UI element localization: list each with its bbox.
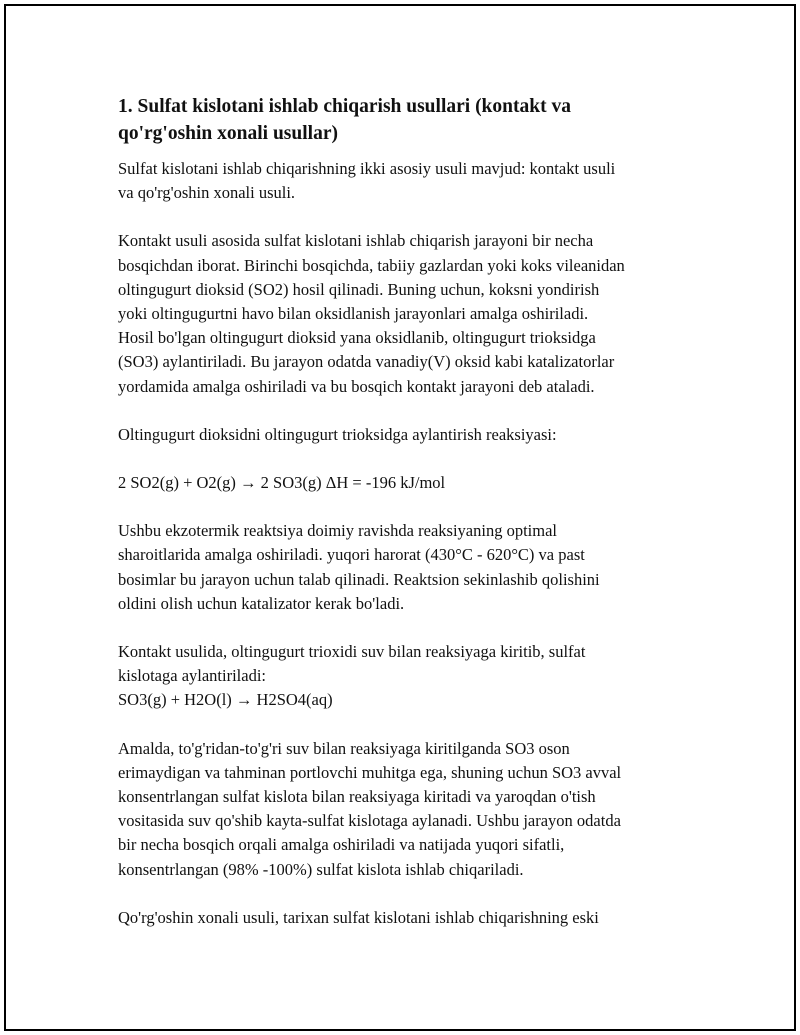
paragraph-lead-chamber: Qo'rg'oshin xonali usuli, tarixan sulfat kislotani ishlab chiqarishning eski — [118, 907, 599, 927]
paragraph-hydration: Kontakt usulida, oltingugurt trioxidi suv bilan reaksiyaga kiritib, sulfat kislotaga aylantiriladi: SO3(g) + H2O(l) → H2SO4(aq) — [118, 642, 586, 710]
paragraph-intro: Sulfat kislotani ishlab chiqarishning ikki asosiy usuli mavjud: kontakt usuli va qo'rg'oshin xonali usuli. — [118, 159, 616, 203]
paragraph-exothermic: Ushbu ekzotermik reaktsiya doimiy ravishda reaksiyaning optimal sharoitlarida amalga oshiriladi. yuqori harorat (430°C - 620°C) va past bosimlar bu jarayon uchun talab qilinadi. Reaktsion sekinlashib qolishini oldini olish uchun katalizator kerak bo'ladi. — [118, 521, 600, 613]
paragraph-equation-so3: 2 SO2(g) + O2(g) → 2 SO3(g) ΔH = -196 kJ/mol — [118, 473, 446, 493]
document-body — [118, 93, 698, 930]
paragraph-practice: Amalda, to'g'ridan-to'g'ri suv bilan reaksiyaga kiritilganda SO3 oson erimaydigan va tahminan portlovchi muhitga ega, shuning uchun SO3 avval konsentrlangan sulfat kislota bilan reaksiyaga kiritadi va yaroqdan o'tish vositasida suv qo'shib kayta-sulfat kislotaga aylanadi. Ushbu jarayon odatda bir necha bosqich orqali amalga oshiriladi va natijada yuqori sifatli, konsentrlangan (98% -100%) sulfat kislota ishlab chiqariladi. — [118, 738, 622, 879]
paragraph-contact-method: Kontakt usuli asosida sulfat kislotani ishlab chiqarish jarayoni bir necha bosqichdan iborat. Birinchi bosqichda, tabiiy gazlardan yoki koks vileanidan oltingugurt dioksid (SO2) hosil qilinadi. Buning uchun, koksni yondirish yoki oltingugurtni havo bilan oksidlanish jarayonlari amalga oshiriladi. Hosil bo'lgan oltingugurt dioksid yana oksidlanib, oltingugurt trioksidga (SO3) aylantiriladi. Bu jarayon odatda vanadiy(V) oksid kabi katalizatorlar yordamida amalga oshiriladi va bu bosqich kontakt jarayoni deb ataladi. — [118, 231, 625, 396]
section-heading: 1. Sulfat kislotani ishlab chiqarish usullari (kontakt va qo'rg'oshin xonali usullar) — [118, 96, 571, 144]
paragraph-reaction-intro: Oltingugurt dioksidni oltingugurt trioksidga aylantirish reaksiyasi: — [118, 424, 557, 444]
